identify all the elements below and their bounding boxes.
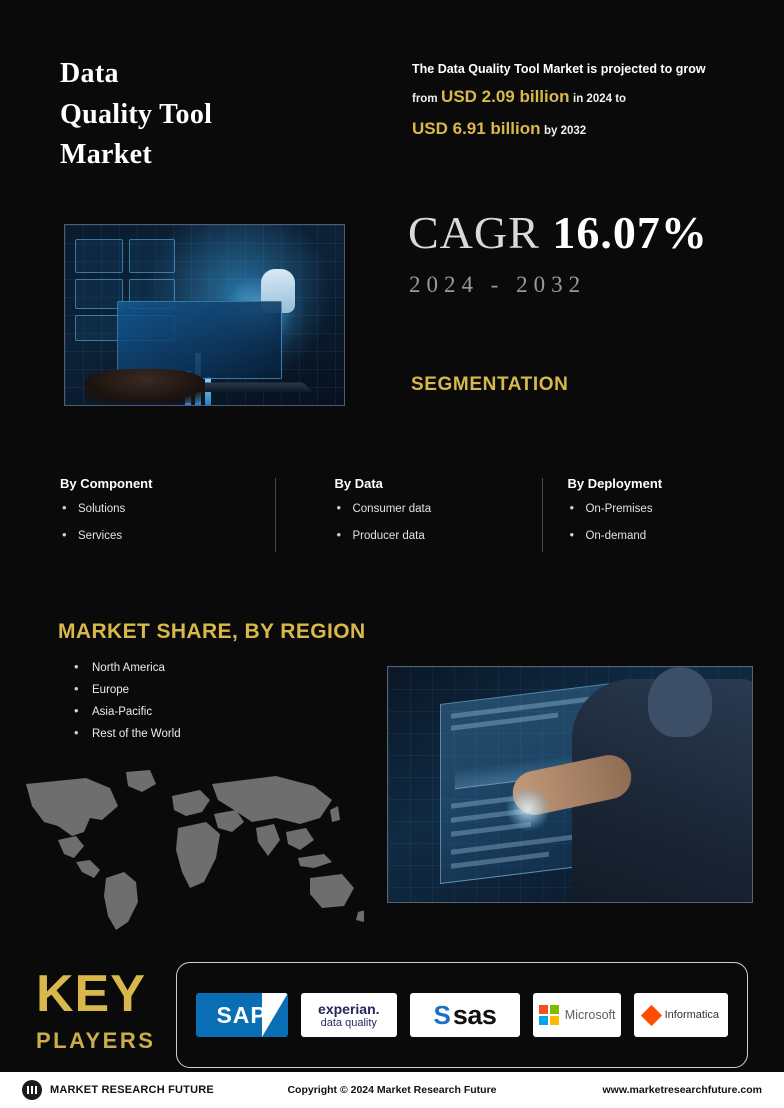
sap-label: SAP bbox=[216, 1001, 267, 1028]
hud-panel bbox=[75, 239, 123, 273]
title-line-3: Market bbox=[60, 139, 152, 171]
footer-website[interactable]: www.marketresearchfuture.com bbox=[602, 1084, 762, 1096]
segment-column-data bbox=[276, 476, 543, 556]
sas-mark: S bbox=[433, 999, 451, 1030]
to-label: by 2032 bbox=[543, 124, 587, 137]
key-players-line-1: KEY bbox=[36, 965, 146, 1023]
person-head bbox=[648, 667, 712, 737]
world-map bbox=[14, 766, 364, 936]
cagr-value: 16.07% bbox=[552, 207, 708, 258]
projection-from-line bbox=[412, 81, 742, 112]
mrf-logo-icon bbox=[22, 1080, 42, 1100]
segment-item: • Producer data bbox=[334, 530, 527, 543]
projection-to-line bbox=[412, 113, 742, 144]
informatica-diamond-icon bbox=[641, 1004, 662, 1025]
segment-list bbox=[60, 503, 260, 542]
footer-brand bbox=[22, 1080, 252, 1100]
page-title bbox=[60, 54, 360, 176]
logo-microsoft bbox=[533, 993, 621, 1037]
segment-item: • Consumer data bbox=[334, 503, 527, 516]
region-item: • Rest of the World bbox=[70, 728, 181, 740]
logo-informatica bbox=[634, 993, 728, 1037]
experian-label: experian. bbox=[318, 1001, 380, 1017]
segmentation-columns bbox=[60, 476, 724, 556]
segment-title: By Data bbox=[334, 476, 383, 491]
segment-item: • On-demand bbox=[567, 530, 708, 543]
title-line-1: Data bbox=[60, 58, 119, 89]
footer-copyright: Copyright © 2024 Market Research Future bbox=[287, 1084, 497, 1096]
logo-sas bbox=[410, 993, 520, 1037]
segment-list bbox=[334, 503, 527, 542]
from-value: USD 2.09 billion bbox=[441, 87, 570, 107]
logo-experian bbox=[301, 993, 397, 1037]
segment-item: • On-Premises bbox=[567, 503, 708, 516]
businessman-touchscreen-image bbox=[387, 666, 753, 903]
footer-brand-label: MARKET RESEARCH FUTURE bbox=[50, 1084, 214, 1096]
informatica-label: Informatica bbox=[664, 1009, 720, 1021]
laptop-screen bbox=[117, 301, 282, 379]
hud-panel bbox=[75, 279, 123, 309]
segment-item: • Solutions bbox=[60, 503, 260, 516]
logo-sap bbox=[196, 993, 288, 1037]
segment-title: By Deployment bbox=[567, 476, 663, 491]
region-item: • North America bbox=[70, 662, 181, 674]
region-list bbox=[70, 662, 181, 750]
screen-row bbox=[451, 852, 549, 869]
segment-title: By Component bbox=[60, 476, 153, 491]
mid-label: in 2024 to bbox=[573, 93, 627, 106]
cagr-block bbox=[408, 206, 748, 259]
key-players-line-2: PLAYERS bbox=[36, 1028, 156, 1053]
microsoft-label: Microsoft bbox=[564, 1008, 616, 1022]
market-share-heading: MARKET SHARE, BY REGION bbox=[58, 620, 366, 643]
to-value: USD 6.91 billion bbox=[412, 118, 541, 138]
touch-glow bbox=[506, 787, 550, 831]
microsoft-squares-icon bbox=[539, 1005, 559, 1025]
segment-list bbox=[567, 503, 708, 542]
region-item: • Asia-Pacific bbox=[70, 706, 181, 718]
cagr-years: 2024 - 2032 bbox=[409, 272, 587, 297]
region-item: • Europe bbox=[70, 684, 181, 696]
projection-lead: The Data Quality Tool Market is projected to grow bbox=[412, 62, 706, 76]
hands bbox=[85, 369, 205, 403]
footer bbox=[0, 1072, 784, 1108]
ai-laptop-image bbox=[64, 224, 345, 406]
segment-item: • Services bbox=[60, 530, 260, 543]
experian-sublabel: data quality bbox=[320, 1017, 377, 1029]
sas-label: sas bbox=[452, 999, 497, 1030]
market-projection-statement bbox=[412, 58, 742, 144]
from-label: from bbox=[412, 93, 438, 106]
hud-panel bbox=[129, 239, 175, 273]
title-line-2: Quality Tool bbox=[60, 98, 213, 130]
cagr-label: CAGR bbox=[408, 207, 540, 258]
segment-column-component bbox=[60, 476, 276, 556]
key-players-heading bbox=[36, 965, 166, 1053]
segmentation-heading: SEGMENTATION bbox=[411, 374, 569, 395]
key-players-logo-box bbox=[176, 962, 748, 1068]
segment-column-deployment bbox=[543, 476, 724, 556]
